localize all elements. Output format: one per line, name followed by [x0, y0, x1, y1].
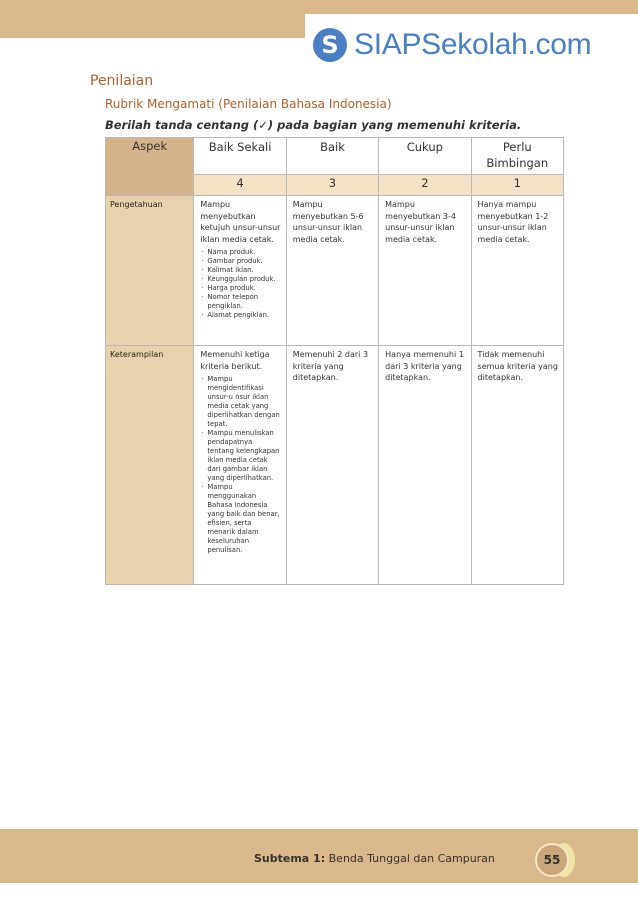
rubric-table — [105, 137, 564, 585]
criteria-list — [200, 375, 280, 555]
column-header-perlu-bimbingan: Perlu Bimbingan — [471, 138, 563, 175]
footer-subtheme-title: Benda Tunggal dan Campuran — [328, 852, 495, 865]
score-4: 4 — [194, 175, 286, 196]
list-item: · Alamat pengiklan. — [200, 311, 280, 320]
table-row-keterampilan — [106, 346, 564, 585]
aspek-label: Pengetahuan — [106, 196, 194, 346]
header-row — [106, 138, 564, 175]
criteria-cell: Mampu menyebutkan 5-6 unsur-unsur iklan media cetak. — [286, 196, 378, 346]
criteria-cell: Tidak memenuhi semua kriteria yang ditetapkan. — [471, 346, 563, 585]
column-header-baik-sekali: Baik Sekali — [194, 138, 286, 175]
instruction-text: Berilah tanda centang (✓) pada bagian yang memenuhi kriteria. — [105, 118, 522, 132]
section-title: Penilaian — [90, 73, 154, 89]
list-item: · Nama produk. — [200, 248, 280, 257]
criteria-list — [200, 248, 280, 320]
criteria-cell: Hanya memenuhi 1 dari 3 kriteria yang ditetapkan. — [379, 346, 471, 585]
rubric-title: Rubrik Mengamati (Penilaian Bahasa Indonesia) — [105, 97, 392, 111]
column-header-baik: Baik — [286, 138, 378, 175]
score-1: 1 — [471, 175, 563, 196]
list-item: · Nomor telepon pengiklan. — [200, 293, 280, 311]
list-item: · Keunggulan produk. — [200, 275, 280, 284]
column-header-cukup: Cukup — [379, 138, 471, 175]
criteria-text: Memenuhi ketiga kriteria berikut. — [200, 350, 270, 371]
criteria-text: Mampu menyebutkan ketujuh unsur-unsur iklan media cetak. — [200, 200, 281, 244]
list-item: · Kalimat iklan. — [200, 266, 280, 275]
list-item: · Gambar produk. — [200, 257, 280, 266]
list-item: · Mampu mengidentifikasi unsur-u nsur iklan media cetak yang diperlihatkan dengan tepat. — [200, 375, 280, 429]
score-3: 3 — [286, 175, 378, 196]
footer-subtheme-label: Subtema 1: — [254, 852, 326, 865]
list-item: · Mampu menuliskan pendapatnya tentang kelengkapan iklan media cetak dari gambar iklan yang diperlihatkan. — [200, 429, 280, 483]
criteria-cell — [194, 346, 286, 585]
aspek-header: Aspek — [106, 138, 194, 196]
criteria-cell: Mampu menyebutkan 3-4 unsur-unsur iklan media cetak. — [379, 196, 471, 346]
logo-text: SIAPSekolah.com — [354, 28, 592, 61]
criteria-cell: Memenuhi 2 dari 3 kriteria yang ditetapkan. — [286, 346, 378, 585]
list-item: · Harga produk. — [200, 284, 280, 293]
criteria-cell — [194, 196, 286, 346]
footer-label — [254, 852, 495, 865]
logo-badge: S — [313, 28, 347, 62]
criteria-cell: Hanya mampu menyebutkan 1-2 unsur-unsur iklan media cetak. — [471, 196, 563, 346]
aspek-label: Keterampilan — [106, 346, 194, 585]
list-item: · Mampu menggunakan Bahasa Indonesia yang baik dan benar, efisien, serta menarik dalam keseluruhan penulisan. — [200, 483, 280, 555]
page-number: 55 — [535, 843, 569, 877]
table-row-pengetahuan — [106, 196, 564, 346]
watermark-logo — [313, 28, 591, 62]
score-2: 2 — [379, 175, 471, 196]
